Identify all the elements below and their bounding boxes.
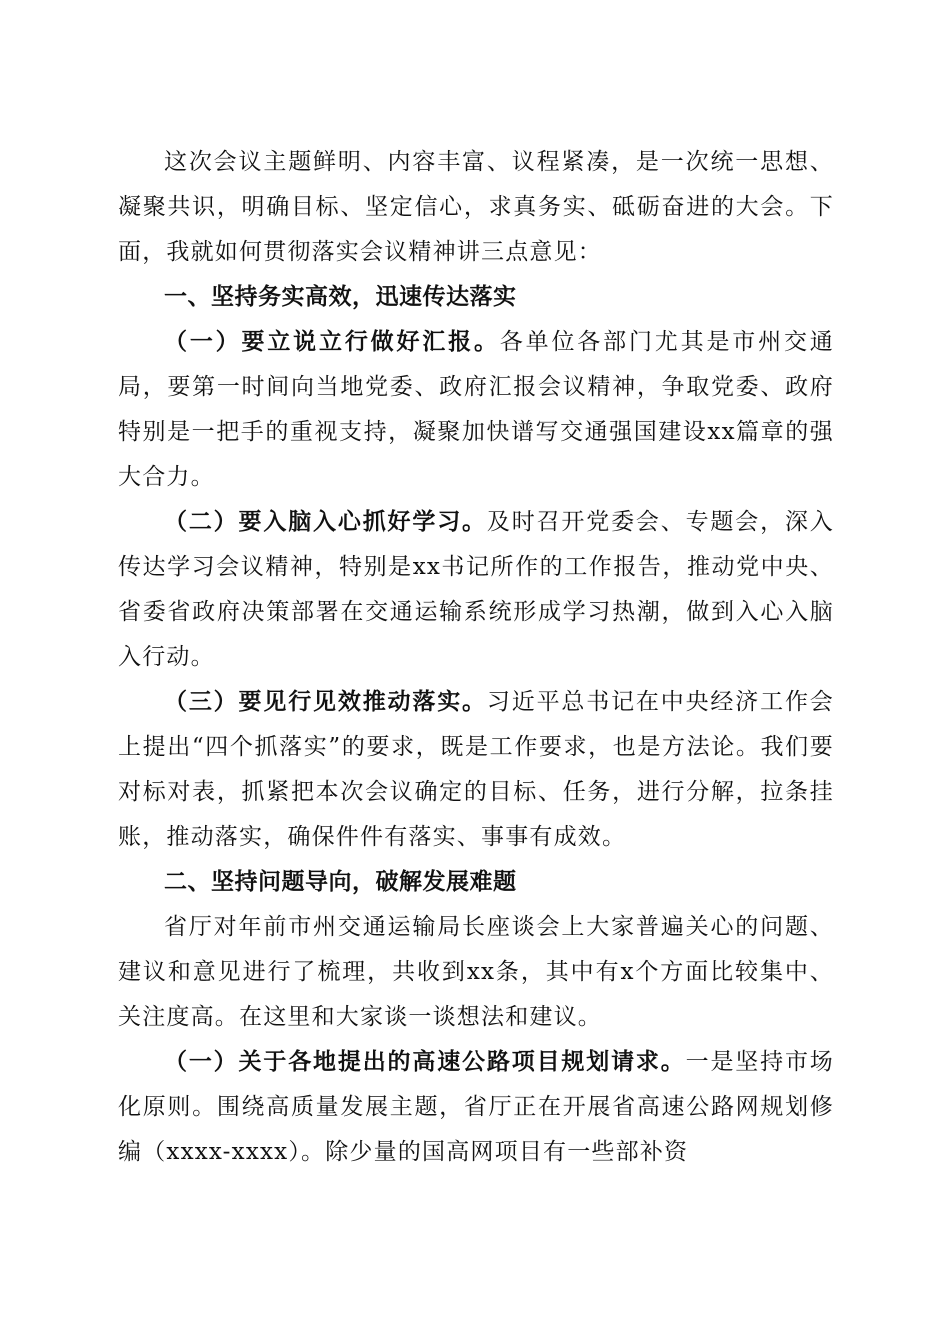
section-1-item-3: [118, 680, 834, 860]
section-1-item-1: [118, 320, 834, 500]
document-page: [118, 140, 834, 1175]
section-2-intro: 省厅对年前市州交通运输局长座谈会上大家普遍关心的问题、建议和意见进行了梳理，共收到xx条，其中有x个方面比较集中、关注度高。在这里和大家谈一谈想法和建议。: [118, 914, 834, 1030]
section-2-heading: 二、坚持问题导向，破解发展难题: [164, 869, 517, 895]
section-1-item-3-lead: （三）要见行见效推动落实。: [164, 689, 487, 715]
section-1-item-2-body: 及时召开党委会、专题会，深入传达学习会议精神，特别是xx书记所作的工作报告，推动党中央、省委省政府决策部署在交通运输系统形成学习热潮，做到入心入脑入行动。: [118, 509, 834, 670]
section-1-item-1-body: 各单位各部门尤其是市州交通局，要第一时间向当地党委、政府汇报会议精神，争取党委、政府特别是一把手的重视支持，凝聚加快谱写交通强国建设xx篇章的强大合力。: [118, 329, 834, 490]
section-2-item-1-body: 一是坚持市场化原则。围绕高质量发展主题，省厅正在开展省高速公路网规划修编（xxxx-xxxx）。除少量的国高网项目有一些部补资: [118, 1049, 835, 1165]
intro-paragraph: 这次会议主题鲜明、内容丰富、议程紧凑，是一次统一思想、凝聚共识，明确目标、坚定信心，求真务实、砥砺奋进的大会。下面，我就如何贯彻落实会议精神讲三点意见：: [118, 149, 834, 265]
section-1-item-2: [118, 500, 834, 680]
section-1-item-3-body: 习近平总书记在中央经济工作会上提出“四个抓落实”的要求，既是工作要求，也是方法论。我们要对标对表，抓紧把本次会议确定的目标、任务，进行分解，拉条挂账，推动落实，确保件件有落实、事事有成效。: [118, 689, 834, 850]
section-2-item-1: [118, 1040, 834, 1175]
section-1-heading: 一、坚持务实高效，迅速传达落实: [164, 284, 517, 310]
section-1-item-2-lead: （二）要入脑入心抓好学习。: [164, 509, 487, 535]
section-2-item-1-lead: （一）关于各地提出的高速公路项目规划请求。: [164, 1049, 686, 1075]
section-1-item-1-lead: （一）要立说立行做好汇报。: [164, 329, 500, 355]
